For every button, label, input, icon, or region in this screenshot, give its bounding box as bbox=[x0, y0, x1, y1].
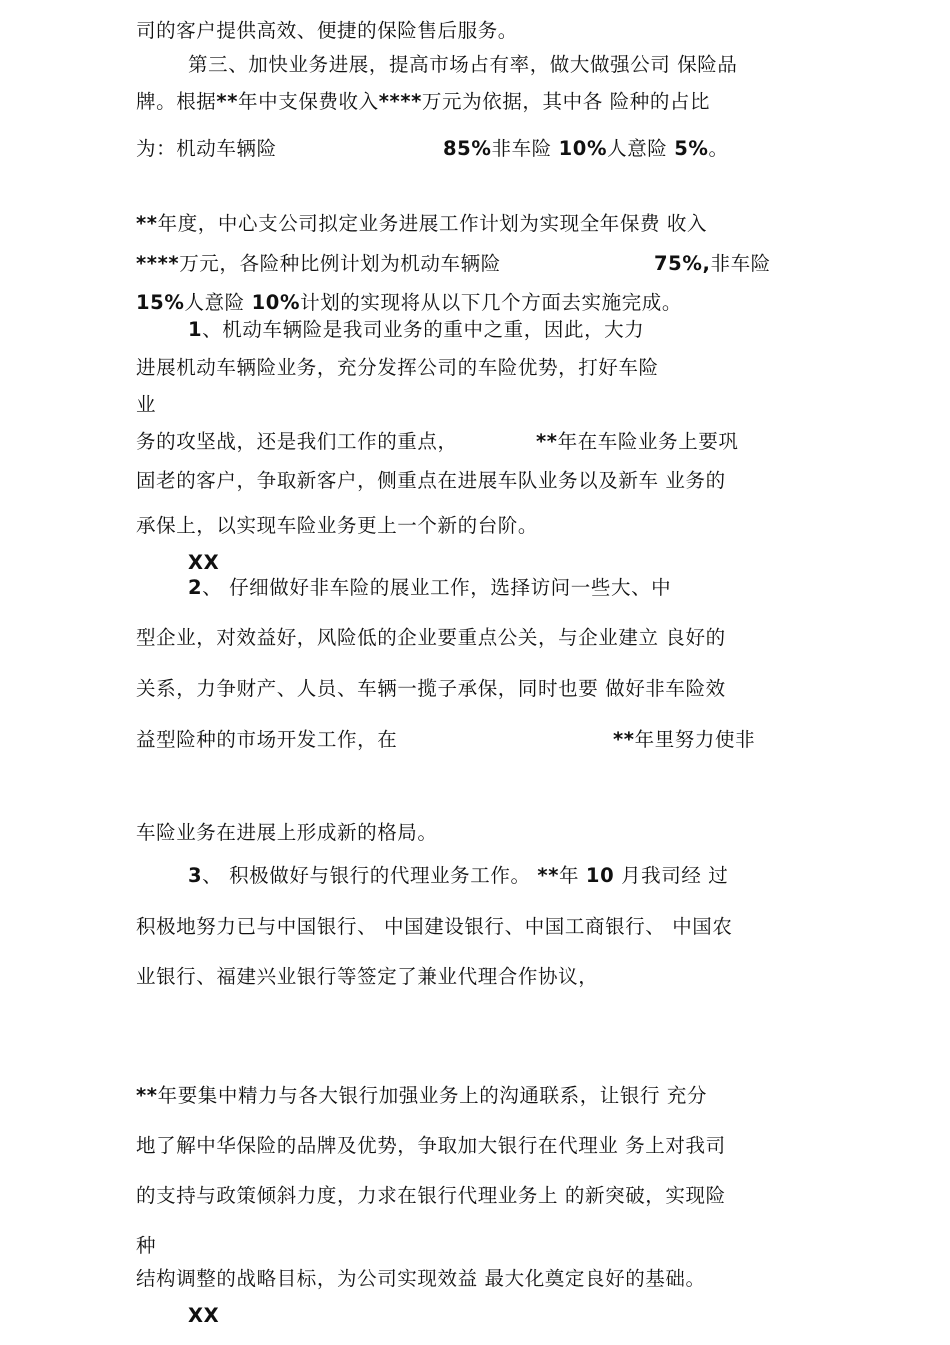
paragraph-line: 车险业务在进展上形成新的格局。 bbox=[136, 821, 438, 844]
paragraph-line: 进展机动车辆险业务，充分发挥公司的车险优势，打好车险 bbox=[136, 356, 659, 379]
paragraph-line: 司的客户提供高效、便捷的保险售后服务。 bbox=[136, 19, 518, 42]
paragraph-line: 型企业，对效益好，风险低的企业要重点公关，与企业建立 良好的 bbox=[136, 626, 726, 649]
placeholder-xx: XX bbox=[188, 551, 220, 574]
paragraph-line: 务的攻坚战，还是我们工作的重点， **年在车险业务上要巩 bbox=[136, 430, 739, 453]
paragraph-line: 益型险种的市场开发工作，在 **年里努力使非 bbox=[136, 728, 756, 751]
paragraph-line: 的支持与政策倾斜力度，力求在银行代理业务上 的新突破，实现险 bbox=[136, 1184, 726, 1207]
paragraph-line: 2、 仔细做好非车险的展业工作，选择访问一些大、中 bbox=[188, 576, 672, 599]
paragraph-line: 种 bbox=[136, 1234, 157, 1257]
paragraph-line: 地了解中华保险的品牌及优势，争取加大银行在代理业 务上对我司 bbox=[136, 1134, 726, 1157]
paragraph-line: 关系，力争财产、人员、车辆一揽子承保，同时也要 做好非车险效 bbox=[136, 677, 726, 700]
paragraph-line: **年度，中心支公司拟定业务进展工作计划为实现全年保费 收入 bbox=[136, 212, 708, 235]
paragraph-line: 1、机动车辆险是我司业务的重中之重，因此，大力 bbox=[188, 318, 645, 341]
paragraph-line: 固老的客户，争取新客户，侧重点在进展车队业务以及新车 业务的 bbox=[136, 469, 726, 492]
paragraph-line: 结构调整的战略目标，为公司实现效益 最大化奠定良好的基础。 bbox=[136, 1267, 706, 1290]
paragraph-line: 业 bbox=[136, 393, 157, 416]
paragraph-line: 牌。根据**年中支保费收入****万元为依据，其中各 险种的占比 bbox=[136, 90, 711, 113]
paragraph-line: 承保上，以实现车险业务更上一个新的台阶。 bbox=[136, 514, 539, 537]
year-phrase: **年在车险业务上要巩 bbox=[536, 430, 739, 453]
year-phrase: **年里努力使非 bbox=[613, 728, 756, 751]
paragraph-line: 积极地努力已与中国银行、 中国建设银行、中国工商银行、 中国农 bbox=[136, 915, 733, 938]
paragraph-line: 为：机动车辆险 85%非车险 10%人意险 5%。 bbox=[136, 137, 729, 160]
paragraph-line: ****万元，各险种比例计划为机动车辆险 75%,非车险 bbox=[136, 252, 771, 275]
paragraph-line: 第三、加快业务进展，提高市场占有率，做大做强公司 保险品 bbox=[188, 53, 738, 76]
paragraph-line: **年要集中精力与各大银行加强业务上的沟通联系，让银行 充分 bbox=[136, 1084, 708, 1107]
ratio-values: 85%非车险 10%人意险 5%。 bbox=[443, 137, 729, 160]
paragraph-line: 3、 积极做好与银行的代理业务工作。 **年 10 月我司经 过 bbox=[188, 864, 729, 887]
paragraph-line: 业银行、福建兴业银行等签定了兼业代理合作协议， bbox=[136, 965, 599, 988]
plan-ratio: 75%,非车险 bbox=[654, 252, 771, 275]
paragraph-line: 15%人意险 10%计划的实现将从以下几个方面去实施完成。 bbox=[136, 291, 682, 314]
placeholder-xx: XX bbox=[188, 1304, 220, 1327]
